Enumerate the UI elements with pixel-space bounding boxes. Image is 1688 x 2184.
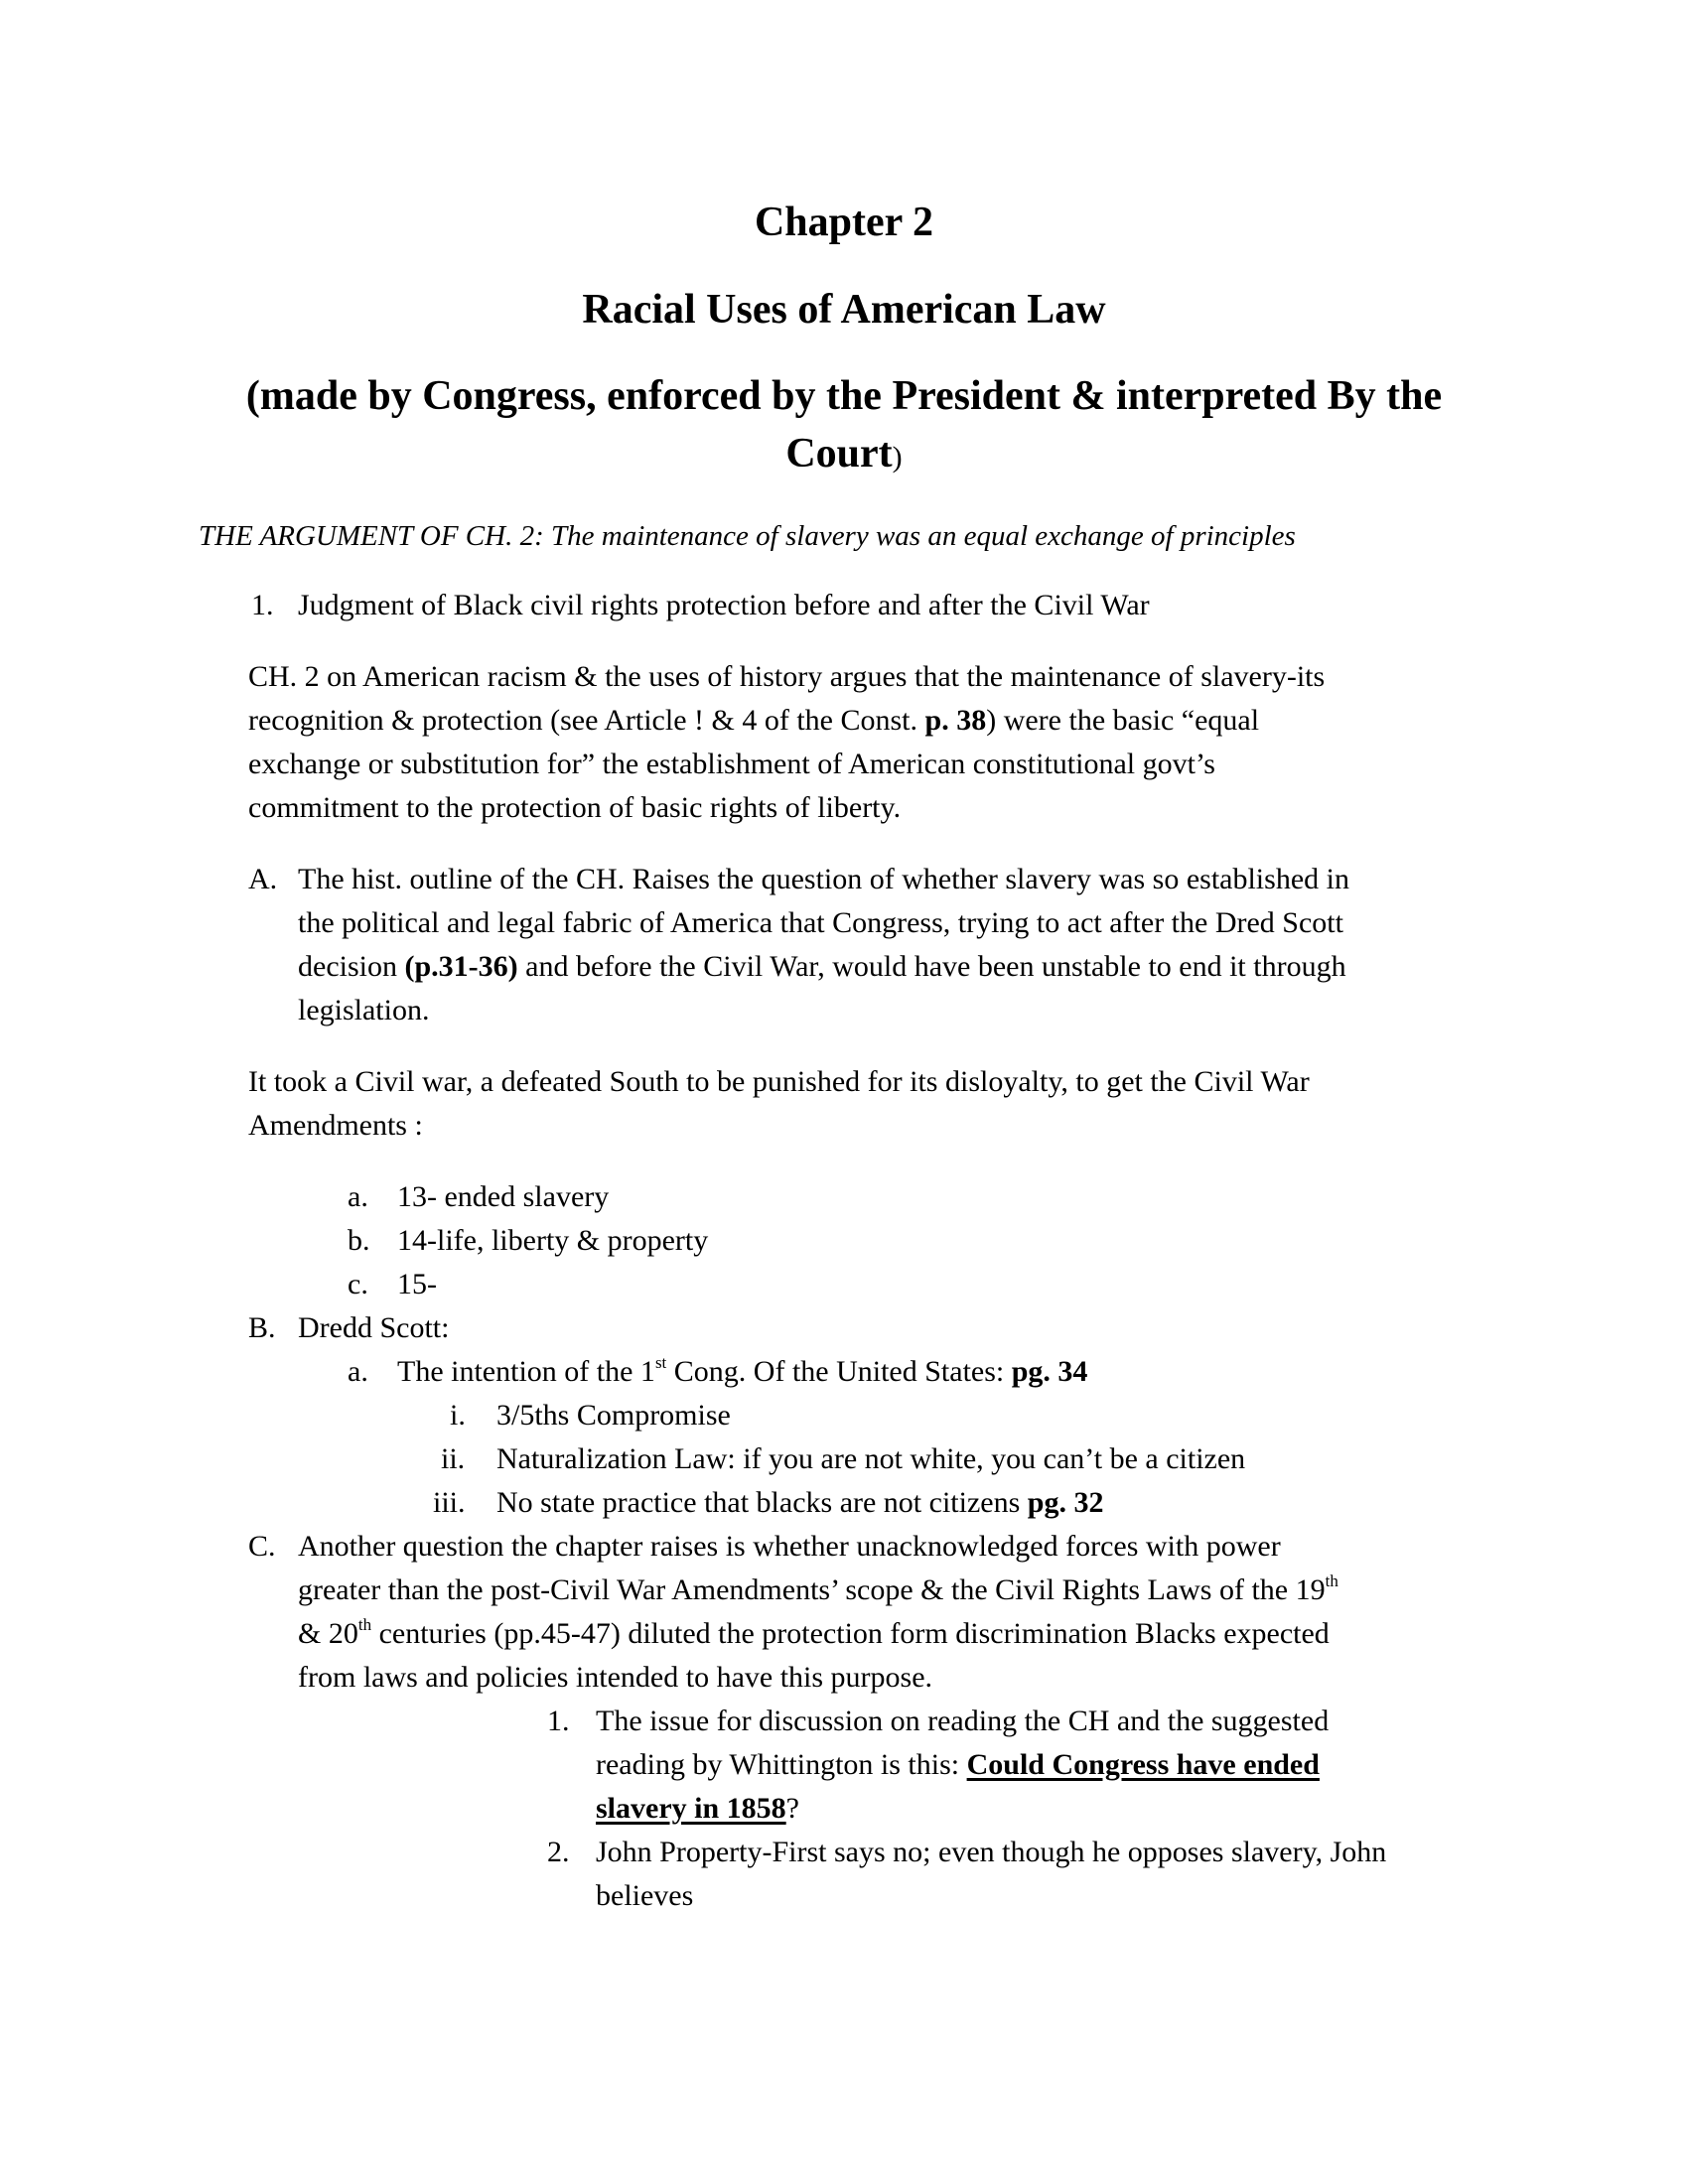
- discussion-1-line-2: [596, 1747, 1320, 1783]
- section-c-line-2-text: greater than the post-Civil War Amendments’ scope & the Civil Rights Laws of the 19: [298, 1573, 1326, 1606]
- section-c-line-3: [298, 1616, 1330, 1652]
- section-a-line-2: the political and legal fabric of America that Congress, trying to act after the Dred Scott: [298, 906, 1343, 939]
- section-a-line-3-text: decision: [298, 950, 405, 983]
- section-a-marker: A.: [248, 863, 278, 895]
- page-reference: p. 38: [924, 704, 987, 737]
- discussion-marker-2: 2.: [547, 1836, 570, 1868]
- key-question-continued: slavery in 1858: [596, 1792, 786, 1825]
- list-marker-1: 1.: [251, 589, 274, 621]
- key-question: Could Congress have ended: [966, 1748, 1320, 1781]
- ordinal-suffix: th: [1325, 1571, 1338, 1590]
- section-b-marker: B.: [248, 1311, 276, 1344]
- amendment-15: 15-: [397, 1268, 437, 1300]
- section-c-marker: C.: [248, 1530, 276, 1563]
- page-reference: pg. 34: [1011, 1355, 1088, 1388]
- chapter-subtitle-line2: [0, 430, 1688, 481]
- section-a-line-3: [298, 949, 1346, 985]
- section-c-line-4: from laws and policies intended to have this purpose.: [298, 1661, 933, 1694]
- chapter-heading: Chapter 2: [754, 200, 934, 245]
- amendment-marker-b: b.: [348, 1224, 370, 1257]
- page-reference: pg. 32: [1027, 1486, 1104, 1519]
- roman-item-2-text: Naturalization Law: if you are not white, you can’t be a citizen: [496, 1442, 1246, 1475]
- chapter-argument: THE ARGUMENT OF CH. 2: The maintenance of slavery was an equal exchange of principles: [199, 520, 1296, 552]
- intro-line-1: CH. 2 on American racism & the uses of history argues that the maintenance of slavery-its: [248, 660, 1326, 693]
- intro-line-3: exchange or substitution for” the establishment of American constitutional govt’s: [248, 748, 1215, 780]
- roman-item-3-text: No state practice that blacks are not citizens: [496, 1486, 1028, 1519]
- civil-war-line-1: It took a Civil war, a defeated South to be punished for its disloyalty, to get the Civil War: [248, 1065, 1310, 1098]
- intro-line-2: [248, 703, 1259, 739]
- section-b-heading: Dredd Scott:: [298, 1311, 450, 1344]
- intro-line-4: commitment to the protection of basic rights of liberty.: [248, 791, 902, 824]
- roman-item-3: [496, 1485, 1103, 1521]
- section-b-sub-a: [397, 1354, 1087, 1390]
- roman-item-1: [496, 1398, 731, 1433]
- subtitle-close-paren: ): [892, 441, 903, 474]
- amendment-marker-c: c.: [348, 1268, 368, 1300]
- section-b-sub-a-marker: a.: [348, 1355, 368, 1388]
- civil-war-line-2: Amendments :: [248, 1109, 423, 1142]
- ordinal-suffix: st: [654, 1353, 667, 1372]
- section-a-line-3-rest: and before the Civil War, would have been unstable to end it through: [517, 950, 1346, 983]
- chapter-subtitle-line1: (made by Congress, enforced by the President & interpreted By the: [245, 373, 1443, 419]
- discussion-2-line-1: John Property-First says no; even though he opposes slavery, John: [596, 1836, 1387, 1868]
- amendment-marker-a: a.: [348, 1180, 368, 1213]
- subtitle-court: Court: [785, 431, 893, 477]
- first-congress-text: The intention of the 1: [397, 1355, 655, 1388]
- roman-marker-ii: ii.: [441, 1442, 466, 1475]
- section-a-line-1: The hist. outline of the CH. Raises the question of whether slavery was so established in: [298, 863, 1349, 895]
- section-c-line-3-text: & 20: [298, 1617, 358, 1650]
- page-reference: (p.31-36): [404, 950, 518, 983]
- roman-marker-iii: iii.: [433, 1486, 466, 1519]
- discussion-2-line-2: believes: [596, 1879, 694, 1912]
- first-congress-rest: Cong. Of the United States:: [666, 1355, 1012, 1388]
- amendment-13: 13- ended slavery: [397, 1180, 610, 1213]
- roman-marker-i: i.: [450, 1399, 466, 1432]
- discussion-1-line-1: The issue for discussion on reading the CH and the suggested: [596, 1705, 1330, 1737]
- section-c-line-2: [298, 1572, 1338, 1608]
- roman-item-1-text: 3/5ths Compromise: [496, 1399, 731, 1432]
- intro-line-2-rest: ) were the basic “equal: [986, 704, 1260, 737]
- section-a-line-4: legislation.: [298, 994, 430, 1026]
- roman-item-2: [496, 1441, 1245, 1477]
- question-mark: ?: [785, 1792, 799, 1825]
- section-c-line-1: Another question the chapter raises is whether unacknowledged forces with power: [298, 1530, 1281, 1563]
- ordinal-suffix: th: [357, 1615, 372, 1634]
- discussion-marker-1: 1.: [547, 1705, 570, 1737]
- section-c-line-3-rest: centuries (pp.45-47) diluted the protection form discrimination Blacks expected: [371, 1617, 1330, 1650]
- item1-text: Judgment of Black civil rights protection before and after the Civil War: [298, 589, 1150, 621]
- discussion-1-line-2-text: reading by Whittington is this:: [596, 1748, 967, 1781]
- chapter-title: Racial Uses of American Law: [582, 287, 1106, 333]
- intro-line-2-text: recognition & protection (see Article ! & 4 of the Const.: [248, 704, 925, 737]
- amendment-14: 14-life, liberty & property: [397, 1224, 709, 1257]
- discussion-1-line-3: [596, 1791, 799, 1827]
